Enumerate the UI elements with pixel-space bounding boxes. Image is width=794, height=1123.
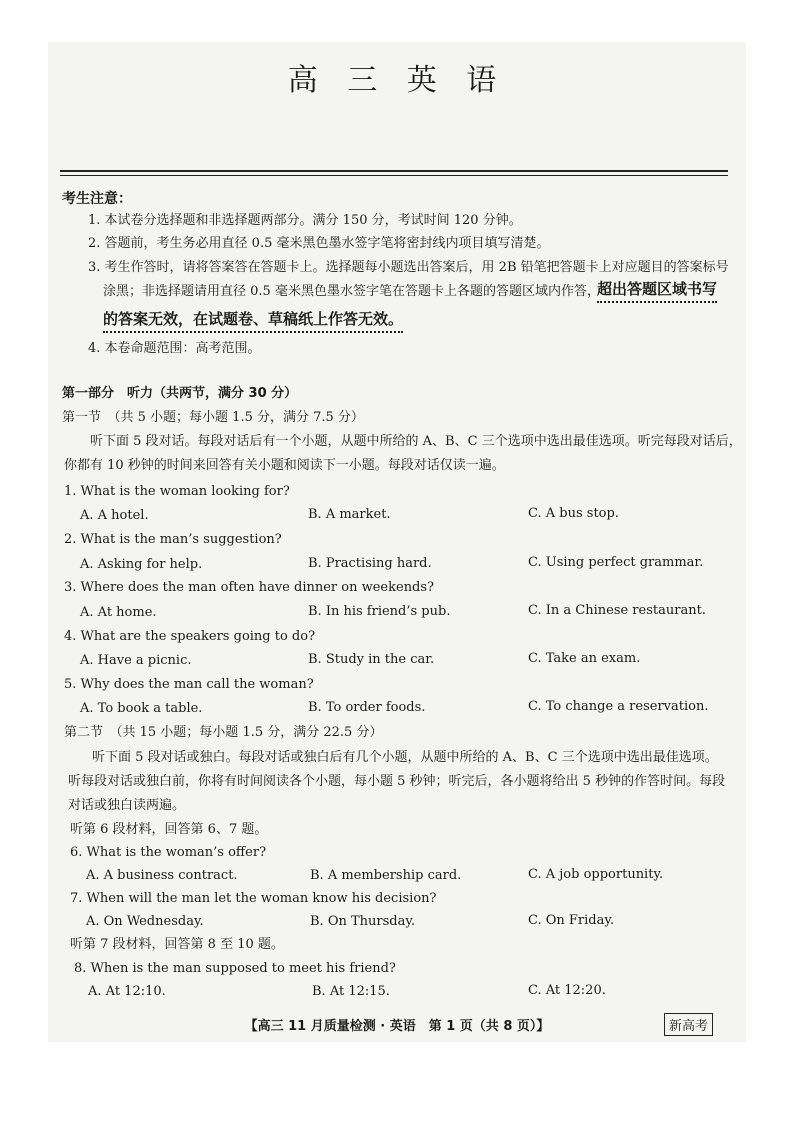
question-6: 6. What is the woman’s offer? (70, 845, 267, 860)
option-7b: B. On Thursday. (310, 914, 416, 929)
part1-heading: 第一部分 听力（共两节，满分 30 分） (62, 386, 298, 401)
question-4: 4. What are the speakers going to do? (64, 629, 316, 644)
exam-type-badge: 新高考 (664, 1013, 713, 1036)
question-8: 8. When is the man supposed to meet his friend? (74, 961, 396, 976)
option-5b: B. To order foods. (308, 700, 426, 715)
option-2b: B. Practising hard. (308, 556, 432, 571)
sub-material-6: 听第 6 段材料，回答第 6、7 题。 (70, 822, 268, 837)
notice-item-2: 2. 答题前，考生务必用直径 0.5 毫米黑色墨水签字笔将密封线内项目填写清楚。 (88, 236, 550, 251)
option-5a: A. To book a table. (80, 701, 203, 716)
question-3: 3. Where does the man often have dinner on weekends? (64, 580, 435, 595)
sub-material-7: 听第 7 段材料，回答第 8 至 10 题。 (70, 937, 284, 952)
notice-item-1: 1. 本试卷分选择题和非选择题两部分。满分 150 分，考试时间 120 分钟。 (88, 213, 522, 228)
option-3c: C. In a Chinese restaurant. (528, 603, 706, 618)
notice-emphasis-b: 的答案无效，在试题卷、草稿纸上作答无效。 (103, 311, 403, 333)
option-1a: A. A hotel. (80, 508, 149, 523)
notice-heading: 考生注意： (62, 191, 132, 207)
page-title: 高 三 英 语 (287, 63, 507, 98)
notice-item-4: 4. 本卷命题范围：高考范围。 (88, 341, 261, 356)
notice-emphasis-a: 超出答题区域书写 (597, 281, 717, 303)
section2-instruction-3: 对话或独白读两遍。 (68, 798, 186, 813)
question-2: 2. What is the man’s suggestion? (64, 532, 282, 547)
option-2a: A. Asking for help. (80, 557, 203, 572)
option-8c: C. At 12:20. (528, 983, 606, 998)
option-1c: C. A bus stop. (528, 506, 619, 521)
divider-thick (60, 170, 728, 172)
option-6c: C. A job opportunity. (528, 867, 664, 882)
question-7: 7. When will the man let the woman know his decision? (70, 891, 437, 906)
divider-thin (60, 175, 728, 176)
option-8a: A. At 12:10. (88, 984, 166, 999)
section1-instruction-2: 你都有 10 秒钟的时间来回答有关小题和阅读下一小题。每段对话仅读一遍。 (64, 458, 505, 473)
option-7a: A. On Wednesday. (86, 914, 204, 929)
notice-item-3-cont: 涂黑；非选择题请用直径 0.5 毫米黑色墨水签字笔在答题卡上各题的答题区域内作答， (103, 284, 600, 299)
option-5c: C. To change a reservation. (528, 699, 709, 714)
section1-heading: 第一节 （共 5 小题；每小题 1.5 分，满分 7.5 分） (62, 410, 364, 425)
question-1: 1. What is the woman looking for? (64, 484, 290, 499)
option-3a: A. At home. (80, 605, 157, 620)
section2-heading: 第二节 （共 15 小题；每小题 1.5 分，满分 22.5 分） (64, 725, 383, 740)
option-6a: A. A business contract. (86, 868, 238, 883)
section2-instruction-2: 听每段对话或独白前，你将有时间阅读各个小题，每小题 5 秒钟；听完后，各小题将给出 5 秒钟的作答时间。每段 (68, 774, 726, 789)
option-8b: B. At 12:15. (312, 984, 390, 999)
option-2c: C. Using perfect grammar. (528, 555, 704, 570)
option-4c: C. Take an exam. (528, 651, 641, 666)
option-4b: B. Study in the car. (308, 652, 435, 667)
notice-item-3: 3. 考生作答时，请将答案答在答题卡上。选择题每小题选出答案后，用 2B 铅笔把答题卡上对应题目的答案标号 (88, 260, 729, 275)
page-footer: 【高三 11 月质量检测 · 英语 第 1 页（共 8 页）】 (244, 1019, 550, 1034)
section1-instruction-1: 听下面 5 段对话。每段对话后有一个小题，从题中所给的 A、B、C 三个选项中选出最佳选项。听完每段对话后， (90, 434, 742, 449)
section2-instruction-1: 听下面 5 段对话或独白。每段对话或独白后有几个小题，从题中所给的 A、B、C 三个选项中选出最佳选项。 (92, 750, 718, 765)
option-7c: C. On Friday. (528, 913, 615, 928)
option-4a: A. Have a picnic. (80, 653, 192, 668)
option-1b: B. A market. (308, 507, 391, 522)
option-3b: B. In his friend’s pub. (308, 604, 451, 619)
option-6b: B. A membership card. (310, 868, 462, 883)
question-5: 5. Why does the man call the woman? (64, 677, 314, 692)
